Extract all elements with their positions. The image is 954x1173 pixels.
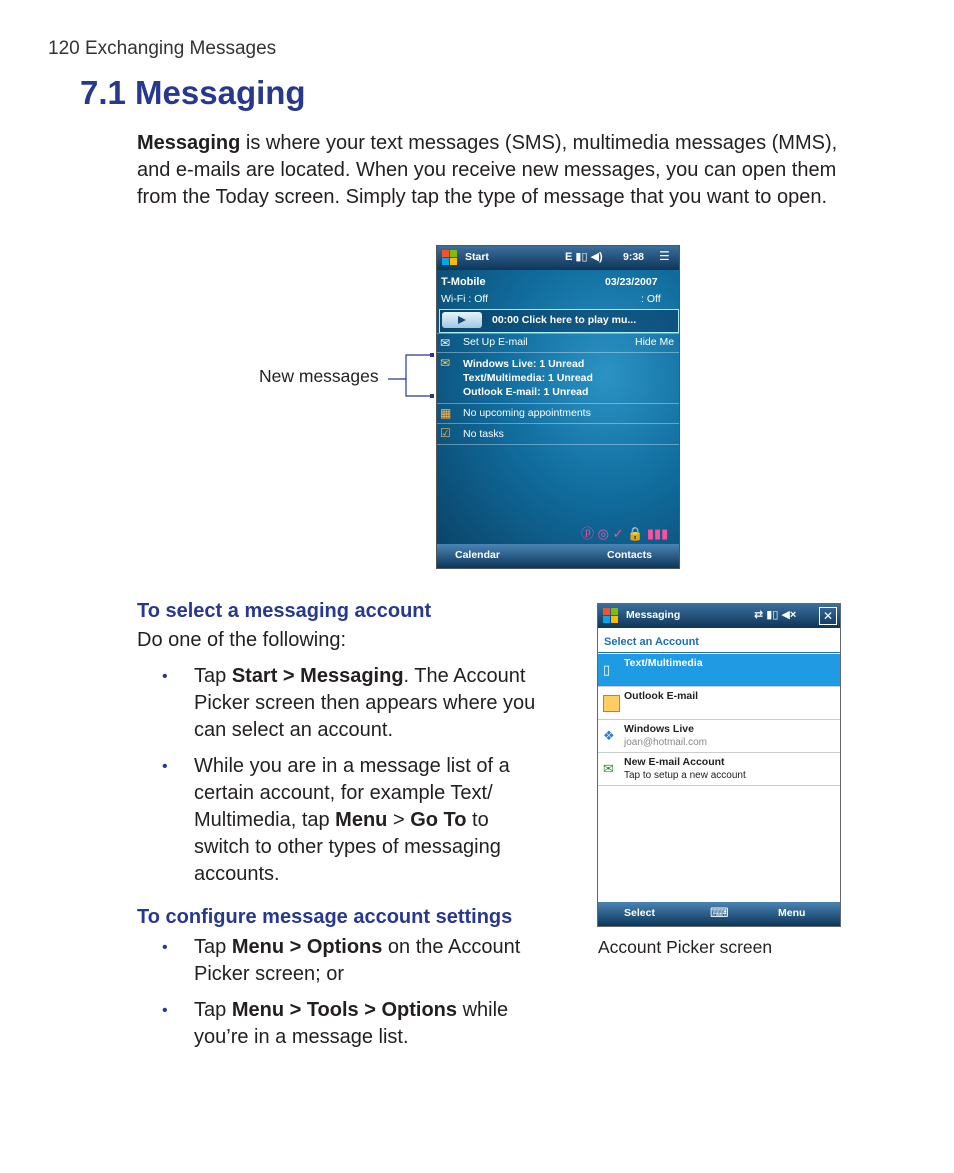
tasks-icon: ☑ [440,426,451,440]
windows-live-icon: ❖ [603,728,615,743]
close-icon[interactable]: ✕ [819,607,837,625]
message-line-windows-live[interactable]: Windows Live: 1 Unread [463,358,585,370]
account-picker-image [597,603,841,927]
tray-icons: ⓟ ◎ ✓ 🔒 ▮▮▮ [581,526,669,541]
picker-softkey-bar [598,902,840,926]
softkey-calendar[interactable]: Calendar [455,549,500,561]
windows-start-icon [442,250,458,266]
today-title-bar [437,246,679,270]
new-account-icon: ✉ [603,761,614,776]
account-row-text-multimedia[interactable]: ▯ Text/Multimedia [598,654,840,687]
picker-title: Messaging [626,609,681,621]
phone-icon: ▯ [603,662,611,677]
appointments-text[interactable]: No upcoming appointments [463,407,591,419]
calendar-icon: ▦ [440,406,452,420]
section-title: 7.1 Messaging [80,74,306,111]
account-row-windows-live[interactable]: ❖ Windows Live joan@hotmail.com [598,720,840,753]
softkey-menu[interactable]: Menu [778,907,806,919]
status-icons: E ▮▯ ◀) [565,251,603,263]
running-header: 120 Exchanging Messages [48,38,277,59]
hide-me-link[interactable]: Hide Me [635,336,675,348]
list-item: • Tap Menu > Options on the Account Picker screen; or [162,936,521,985]
configure-heading: To configure message account settings [137,906,513,928]
today-softkey-bar [437,544,679,568]
select-account-heading: To select a messaging account [137,600,432,622]
list-item: • Tap Start > Messaging. The Account Picker screen then appears where you can select an account. [162,665,536,741]
today-screen-image [436,245,680,569]
media-player-bar[interactable] [439,309,679,333]
configure-list [137,934,547,1060]
windows-start-icon [603,608,619,624]
player-text: 00:00 Click here to play mu... [492,314,637,326]
softkey-select[interactable]: Select [624,907,655,919]
setup-email-link[interactable]: Set Up E-mail [463,336,528,348]
picker-title-bar [598,604,840,628]
account-row-new-email[interactable]: ✉ New E-mail Account Tap to setup a new account [598,753,840,786]
message-line-text-multimedia[interactable]: Text/Multimedia: 1 Unread [463,372,593,384]
callout-bracket [380,350,440,400]
account-row-outlook[interactable]: Outlook E-mail [598,687,840,720]
picker-subtitle: Select an Account [604,636,699,648]
callout-label: New messages [259,366,379,386]
figure-caption: Account Picker screen [598,937,773,957]
status-icons: ⇄ ▮▯ ◀× [754,609,797,621]
select-account-lead: Do one of the following: [137,629,347,651]
today-date: 03/23/2007 [605,276,658,288]
softkey-contacts[interactable]: Contacts [607,549,652,561]
intro-lead: Messaging [137,132,241,154]
today-time: 9:38 [623,251,645,263]
outlook-icon [603,695,620,712]
intro-paragraph [137,130,867,211]
today-title: Start [465,251,489,263]
list-item: • Tap Menu > Tools > Options while you’re in a message list. [162,999,509,1048]
email-setup-icon: ✉ [440,336,451,350]
list-item: • While you are in a message list of a certain account, for example Text/ Multimedia, tap Menu > Go To to switch to other types of messaging accounts. [162,755,510,885]
bluetooth-status: : Off [641,293,661,305]
intro-text: is where your text messages (SMS), multimedia messages (MMS), and e-mails are located. When you receive new messages, you can open them from the Today screen. Simply tap the type of message that you want to open. [137,132,838,208]
play-icon[interactable] [442,312,482,328]
menu-icon: ☰ [659,249,670,263]
carrier-name: T-Mobile [441,276,486,288]
wifi-status: Wi-Fi : Off [441,293,489,305]
messages-icon: ✉ [440,356,451,370]
message-line-outlook[interactable]: Outlook E-mail: 1 Unread [463,386,589,398]
tasks-text[interactable]: No tasks [463,428,504,440]
keyboard-icon[interactable]: ⌨ [710,905,729,920]
select-account-list [137,663,547,897]
